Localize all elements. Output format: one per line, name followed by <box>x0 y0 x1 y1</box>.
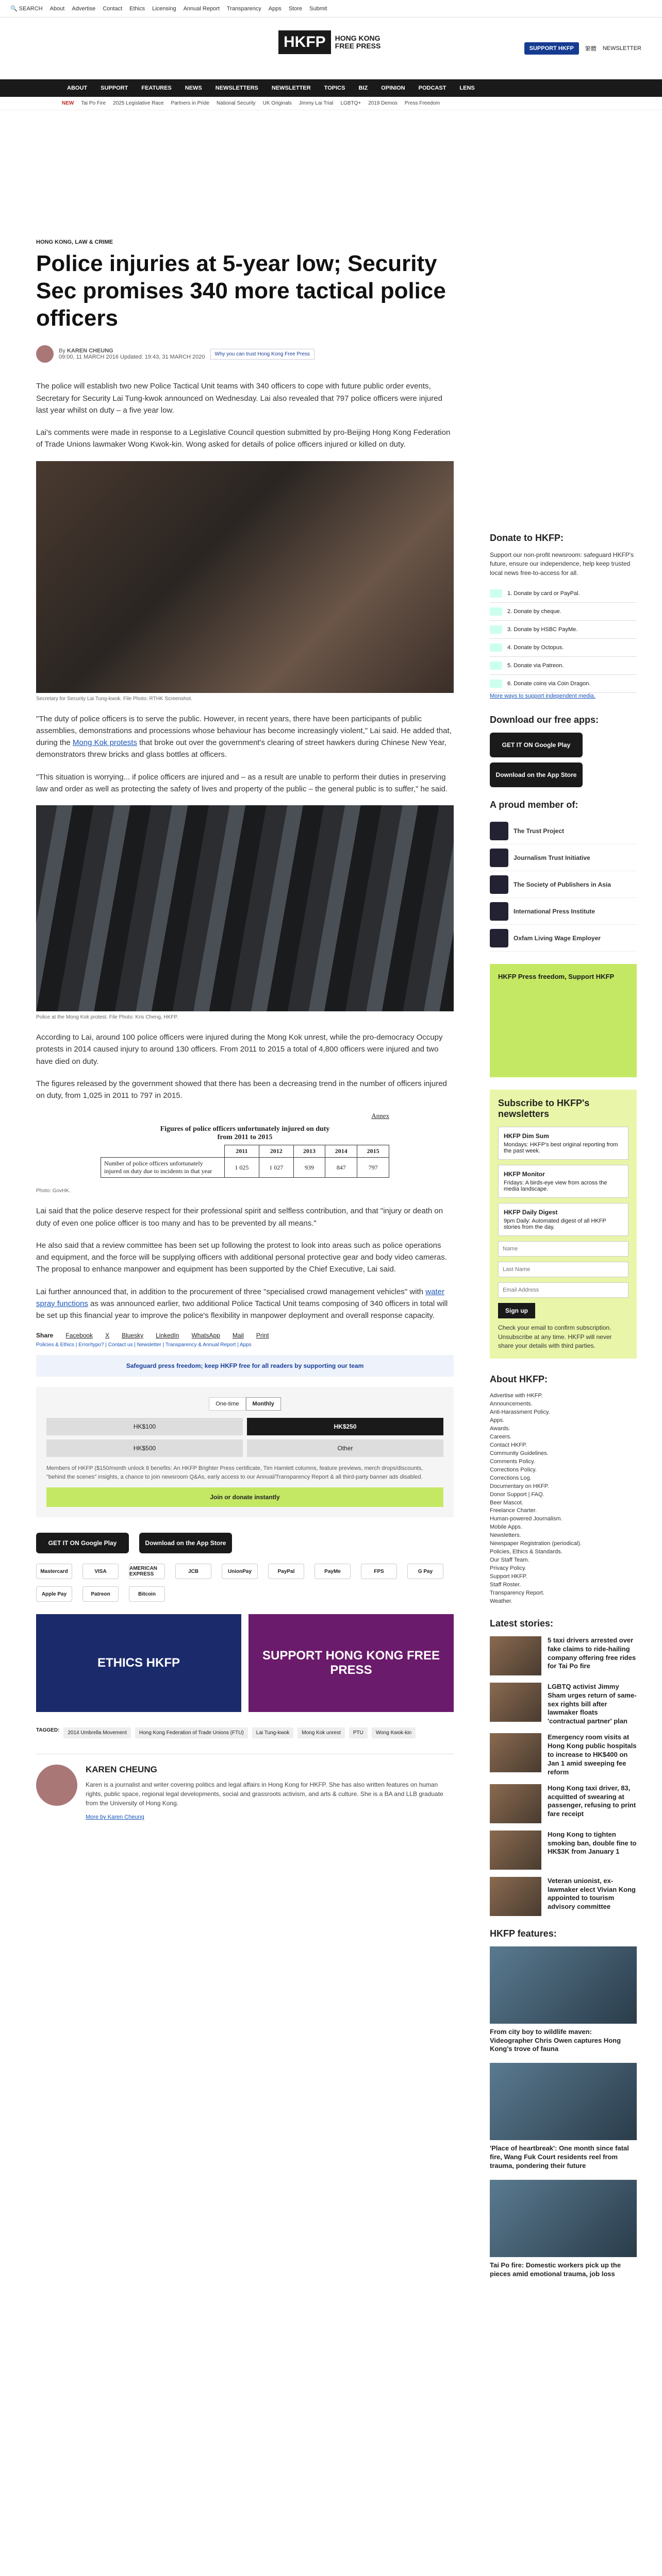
injury-table-image <box>101 1112 389 1178</box>
monthly-option[interactable]: Monthly <box>246 1397 281 1411</box>
author-bio <box>36 1754 454 1821</box>
about-link[interactable]: Newspaper Registration (periodical). <box>490 1540 582 1547</box>
apps-title: Download our free apps: <box>490 715 599 725</box>
about-link[interactable]: Comments Policy. <box>490 1458 535 1465</box>
more-by-link[interactable]: More by Karen Cheung <box>86 1814 144 1821</box>
payment-logo: UnionPay <box>222 1564 258 1579</box>
feature-title: 'Place of heartbreak': One month since fatal fire, Wang Fuk Court residents reel from trauma, pondering their future <box>490 2144 629 2170</box>
member-icon <box>490 849 508 867</box>
story-thumbnail <box>490 1784 541 1823</box>
support-banner[interactable]: SUPPORT HONG KONG FREE PRESS <box>249 1614 454 1712</box>
payment-logo: PayPal <box>268 1564 304 1579</box>
about-link[interactable]: Apps. <box>490 1417 505 1424</box>
latest-title: Latest stories: <box>490 1618 554 1629</box>
byline: By KAREN CHEUNG 09:00, 11 MARCH 2016 Updated: 19:43, 31 MARCH 2020 Why you can trust Hong Kong Free Press <box>36 345 454 363</box>
about-link[interactable]: Weather. <box>490 1598 512 1604</box>
trust-link[interactable]: Why you can trust Hong Kong Free Press <box>210 349 315 360</box>
share-link[interactable]: Print <box>256 1332 269 1340</box>
payment-icon <box>490 589 502 598</box>
latest-block <box>490 1618 637 1916</box>
apps-block <box>490 715 637 787</box>
nav-item[interactable]: NEWSLETTERS <box>215 85 258 91</box>
author-text: Karen is a journalist and writer covering politics and legal affairs in Hong Kong for HKFP. She has also written features on human rights, public space, regional legal developments, social and grassroots activism, and arts & culture. She is a BA and LLB graduate from the University of Hong Kong. <box>86 1781 443 1807</box>
donate-option[interactable] <box>490 639 637 657</box>
top-link[interactable]: Ethics <box>129 5 145 12</box>
story-thumbnail <box>490 1636 541 1675</box>
donate-option-label: 3. Donate by HSBC PayMe. <box>507 626 578 633</box>
story-thumbnail <box>490 1877 541 1916</box>
avatar[interactable] <box>36 345 54 363</box>
newsletter-option-title: HKFP Dim Sum <box>504 1132 549 1140</box>
share-link[interactable]: Mail <box>232 1332 244 1340</box>
about-link[interactable]: Announcements. <box>490 1401 533 1408</box>
author-link[interactable]: KAREN CHEUNG <box>67 348 113 354</box>
table-year: 2011 <box>225 1145 259 1158</box>
member-block <box>490 800 637 952</box>
app-badges <box>36 1533 454 1553</box>
headline: Police injuries at 5-year low; Security Sec promises 340 more tactical police officers <box>36 251 446 331</box>
story-title: 5 taxi drivers arrested over fake claims to ride-hailing company offering free rides for Tai Po fire <box>548 1636 636 1670</box>
table-year: 2014 <box>325 1145 357 1158</box>
payment-logo: G Pay <box>407 1564 443 1579</box>
caption: Secretary for Security Lai Tung-kwok. File Photo: RTHK Screenshot. <box>36 696 192 702</box>
table-row-label: Number of police officers unfortunately injured on duty due to incidents in that year <box>101 1158 225 1178</box>
trending-bar <box>0 97 662 110</box>
top-link[interactable]: Annual Report <box>183 5 220 12</box>
table-year: 2012 <box>259 1145 293 1158</box>
amount-option[interactable]: HK$500 <box>46 1439 243 1457</box>
feature-story[interactable] <box>490 2180 637 2279</box>
about-link[interactable]: Freelance Charter. <box>490 1507 537 1514</box>
latest-story[interactable] <box>490 1784 637 1823</box>
top-link[interactable]: Licensing <box>152 5 176 12</box>
paragraph: "The duty of police officers is to serve the public. However, in recent years, there have been participants of public assemblies, demonstrations and processions whose behaviour has become increasingly violent," Lai said. He added that, during the Mong Kok protests that broke out over the government's clearing of street hawkers during Chinese New Year, demonstrators threw bricks and glass bottles at officers. <box>36 714 452 759</box>
payment-logo: FPS <box>361 1564 397 1579</box>
nav-item[interactable]: LENS <box>459 85 475 91</box>
about-title: About HKFP: <box>490 1374 548 1385</box>
story-title: LGBTQ activist Jimmy Sham urges return of same-sex rights bill after lawmaker floats 'contractual partner' plan <box>548 1682 637 1725</box>
about-link[interactable]: Support HKFP. <box>490 1573 527 1580</box>
tag[interactable]: Mong Kok unrest <box>297 1727 345 1738</box>
about-link[interactable]: Human-powered Journalism. <box>490 1516 562 1522</box>
top-link[interactable]: Submit <box>309 5 327 12</box>
app-store-badge[interactable]: Download on the App Store <box>139 1533 232 1553</box>
paragraph: Lai said that the police deserve respect for their professional spirit and selfless contribution, and that "injury or death on duty of even one police officer is too many and has to be prevented by all means." <box>36 1207 443 1228</box>
nav-item[interactable]: TOPICS <box>324 85 345 91</box>
amount-option[interactable]: HK$250 <box>247 1418 443 1435</box>
donate-option[interactable] <box>490 675 637 693</box>
paragraph: The police will establish two new Police Tactical Unit teams with 340 officers to cope with future public order events, Secretary for Security Lai Tung-kwok announced on Wednesday. Lai also revealed that 797 police officers were injured last year whilst on duty – a five year low. <box>36 382 442 415</box>
about-block <box>490 1374 637 1605</box>
trending-item[interactable]: 2025 Legislative Race <box>113 100 164 106</box>
top-links <box>50 6 335 12</box>
member-logo[interactable] <box>490 818 637 844</box>
tag[interactable]: Hong Kong Federation of Trade Unions (FTU) <box>135 1727 248 1738</box>
trending-item[interactable]: Tai Po Fire <box>81 100 106 106</box>
newsletter-option-desc: Mondays: HKFP's best original reporting from the past week. <box>504 1142 618 1155</box>
membership-desc: Members of HKFP ($150/month unlock 8 benefits: An HKFP Brighter Press certificate, Tim Hamlett columns, feature previews, merch drops/discounts, "behind the scenes" insights, a chance to join newsroom Q&As, early access to our Annual/Transparency Report & all third-party banner ads disabled. <box>46 1465 423 1480</box>
table-cell: 1 027 <box>259 1158 293 1178</box>
payment-logo: JCB <box>175 1564 211 1579</box>
payment-icon <box>490 680 502 688</box>
share-link[interactable]: X <box>105 1332 110 1340</box>
donate-option[interactable] <box>490 657 637 675</box>
tag[interactable]: Wong Kwok-kin <box>372 1727 416 1738</box>
table-year: 2015 <box>357 1145 389 1158</box>
donate-text: Support our non-profit newsroom: safeguard HKFP's future, ensure our independence, help keep trusted local news free-to-access for all. <box>490 551 634 577</box>
feature-thumbnail <box>490 2063 637 2140</box>
app-store-badge[interactable]: Download on the App Store <box>490 762 583 787</box>
about-link[interactable]: Our Staff Team. <box>490 1557 529 1564</box>
payment-icon <box>490 643 502 652</box>
last-name-field[interactable] <box>498 1262 628 1277</box>
about-link[interactable]: Beer Mascot. <box>490 1499 523 1506</box>
table-cell: 1 025 <box>225 1158 259 1178</box>
newsletter-option[interactable] <box>498 1203 628 1236</box>
donate-option-label: 5. Donate via Patreon. <box>507 663 564 669</box>
latest-story[interactable] <box>490 1636 637 1675</box>
frequency-toggle <box>46 1397 443 1411</box>
about-link[interactable]: Corrections Log. <box>490 1475 532 1481</box>
about-link[interactable]: Donor Support | FAQ. <box>490 1491 544 1498</box>
payment-logo: Patreon <box>82 1586 119 1602</box>
table-year: 2013 <box>293 1145 325 1158</box>
donate-option[interactable] <box>490 621 637 639</box>
about-link[interactable]: Newsletters. <box>490 1532 521 1539</box>
amount-option[interactable]: Other <box>247 1439 443 1457</box>
newsletter-link[interactable]: NEWSLETTER <box>602 45 641 52</box>
trending-item[interactable]: UK Originals <box>262 100 292 106</box>
caption: Photo: GovHK. <box>36 1188 71 1194</box>
story-title: Hong Kong taxi driver, 83, acquitted of swearing at passenger, refusing to print fare receipt <box>548 1784 636 1818</box>
features-block <box>490 1928 637 2279</box>
trending-item[interactable]: 2019 Demos <box>368 100 398 106</box>
search-link[interactable]: 🔍 SEARCH <box>10 6 43 12</box>
author-name[interactable]: KAREN CHEUNG <box>86 1765 157 1775</box>
tag[interactable]: Lai Tung-kwok <box>252 1727 293 1738</box>
feature-story[interactable] <box>490 2063 637 2171</box>
newsletter-option[interactable] <box>498 1165 628 1198</box>
share-bar <box>36 1332 454 1339</box>
tag[interactable]: 2014 Umbrella Movement <box>63 1727 131 1738</box>
safeguard-banner[interactable]: Safeguard press freedom; keep HKFP free for all readers by supporting our team <box>36 1355 454 1377</box>
trending-item[interactable]: LGBTQ+ <box>340 100 361 106</box>
member-title: A proud member of: <box>490 800 578 810</box>
water-spray-link[interactable]: water spray functions <box>36 1287 444 1308</box>
top-link[interactable]: Contact <box>103 5 123 12</box>
member-icon <box>490 929 508 947</box>
nav-item[interactable]: ABOUT <box>67 85 88 91</box>
amount-option[interactable]: HK$100 <box>46 1418 243 1435</box>
join-button[interactable]: Join or donate instantly <box>46 1487 443 1507</box>
about-link[interactable]: Staff Roster. <box>490 1581 521 1588</box>
top-link[interactable]: About <box>49 5 65 12</box>
main-nav <box>0 79 662 97</box>
top-link[interactable]: Transparency <box>226 5 261 12</box>
share-link[interactable]: Facebook <box>65 1332 93 1340</box>
tags: TAGGED: 2014 Umbrella Movement Hong Kong Federation of Trade Unions (FTU) Lai Tung-kwok Mong Kok unrest PTU Wong Kwok-kin <box>36 1727 454 1738</box>
newsletter-option-title: HKFP Daily Digest <box>504 1209 558 1216</box>
about-link[interactable]: Community Guidelines. <box>490 1450 549 1456</box>
feature-title: Tai Po fire: Domestic workers pick up the pieces amid emotional trauma, job loss <box>490 2261 621 2278</box>
about-link[interactable]: Corrections Policy. <box>490 1466 537 1473</box>
feature-thumbnail <box>490 1946 637 2024</box>
donate-option-label: 6. Donate coins via Coin Dragon. <box>507 681 591 687</box>
member-logo[interactable] <box>490 871 637 898</box>
trending-item[interactable]: Jimmy Lai Trial <box>299 100 334 106</box>
newsletter-title: Subscribe to HKFP's newsletters <box>498 1098 590 1120</box>
ethics-banner[interactable]: ETHICS HKFP <box>36 1614 241 1712</box>
top-utility-bar <box>0 0 662 18</box>
article <box>36 239 454 1821</box>
header-actions <box>524 42 641 55</box>
caption: Police at the Mong Kok protest. File Photo: Kris Cheng, HKFP. <box>36 1014 178 1021</box>
member-name: Oxfam Living Wage Employer <box>514 934 601 942</box>
member-icon <box>490 902 508 921</box>
newsletter-signup <box>490 1090 637 1359</box>
donate-option-label: 2. Donate by cheque. <box>507 608 561 615</box>
top-link[interactable]: Store <box>288 5 303 12</box>
about-link[interactable]: Awards. <box>490 1426 510 1432</box>
language-switch[interactable]: 繁體 <box>585 46 597 52</box>
newsletter-option-desc: 9pm Daily: Automated digest of all HKFP stories from the day. <box>504 1218 606 1231</box>
donation-widget <box>36 1387 454 1517</box>
support-promo[interactable]: HKFP Press freedom, Support HKFP <box>490 964 637 1077</box>
member-logo[interactable] <box>490 898 637 925</box>
newsletter-note: Check your email to confirm subscription. Unsubscribe at any time. HKFP will never share your details with third parties. <box>498 1324 612 1349</box>
newsletter-option-desc: Fridays: A birds-eye view from across the media landscape. <box>504 1180 607 1193</box>
latest-story[interactable] <box>490 1877 637 1916</box>
feature-title: From city boy to wildlife maven: Videographer Chris Owen captures Hong Kong's trove of fauna <box>490 2027 621 2053</box>
story-thumbnail <box>490 1683 541 1722</box>
google-play-badge[interactable]: GET IT ON Google Play <box>490 733 583 757</box>
member-name: Journalism Trust Initiative <box>514 854 590 861</box>
tag[interactable]: PTU <box>349 1727 368 1738</box>
newsletter-option-title: HKFP Monitor <box>504 1171 545 1178</box>
payment-logos <box>36 1564 454 1602</box>
donate-option[interactable] <box>490 585 637 603</box>
policies-links[interactable]: Policies & Ethics | Error/typo? | Contact us | Newsletter | Transparency & Annual Report | Apps <box>36 1342 252 1348</box>
latest-story[interactable] <box>490 1733 637 1776</box>
more-ways-link[interactable]: More ways to support independent media. <box>490 693 595 700</box>
share-link[interactable]: LinkedIn <box>156 1332 179 1340</box>
trending-item[interactable]: Press Freedom <box>404 100 440 106</box>
paragraph: "This situation is worrying... if police officers are injured and – as a result are unable to perform their duties in preserving law and order as well as protecting the safety of lives and property of the public – the general public is to suffer," he said. <box>36 772 448 793</box>
member-icon <box>490 875 508 894</box>
payment-logo: Bitcoin <box>129 1586 165 1602</box>
member-name: International Press Institute <box>514 907 595 915</box>
story-thumbnail <box>490 1831 541 1870</box>
payment-logo: Mastercard <box>36 1564 72 1579</box>
nav-item[interactable]: PODCAST <box>418 85 446 91</box>
donate-title: Donate to HKFP: <box>490 533 564 543</box>
table-cell: 847 <box>325 1158 357 1178</box>
table-cell: 797 <box>357 1158 389 1178</box>
paragraph: According to Lai, around 100 police officers were injured during the Mong Kok unrest, while the pro-democracy Occupy protests in 2014 caused injury to around 130 officers. From 2011 to 2015 a total of 4,800 officers were injured and two have died on duty. <box>36 1033 443 1066</box>
nav-item[interactable]: FEATURES <box>141 85 172 91</box>
sidebar <box>490 533 637 2291</box>
support-hkfp-button[interactable]: SUPPORT HKFP <box>524 42 579 55</box>
about-link[interactable]: Mobile Apps. <box>490 1524 522 1531</box>
about-link[interactable]: Policies, Ethics & Standards. <box>490 1549 562 1555</box>
mong-kok-link[interactable]: Mong Kok protests <box>72 738 137 748</box>
about-link[interactable]: Advertise with HKFP. <box>490 1393 543 1399</box>
member-icon <box>490 822 508 840</box>
donate-block <box>490 533 637 699</box>
share-link[interactable]: WhatsApp <box>191 1332 220 1340</box>
table-cell: 939 <box>293 1158 325 1178</box>
hkfp-logo[interactable]: HKFP HONG KONG FREE PRESS <box>278 30 380 54</box>
nav-item[interactable]: OPINION <box>381 85 405 91</box>
trending-item[interactable]: Partners in Pride <box>171 100 210 106</box>
donate-option-label: 1. Donate by card or PayPal. <box>507 590 580 597</box>
payment-icon <box>490 607 502 616</box>
top-link[interactable]: Advertise <box>72 5 96 12</box>
latest-story[interactable] <box>490 1831 637 1870</box>
top-link[interactable]: Apps <box>268 5 282 12</box>
table-title: Figures of police officers unfortunately injured on duty from 2011 to 2015 <box>160 1125 330 1142</box>
payment-icon <box>490 662 502 670</box>
name-field[interactable] <box>498 1241 628 1257</box>
story-title: Veteran unionist, ex-lawmaker elect Vivian Kong appointed to tourism advisory committee <box>548 1876 636 1911</box>
payment-logo: PayMe <box>315 1564 351 1579</box>
amount-grid <box>46 1418 443 1457</box>
nav-item[interactable]: NEWS <box>185 85 202 91</box>
photo-mong-kok-police <box>36 805 454 1011</box>
about-link[interactable]: Documentary on HKFP. <box>490 1483 549 1489</box>
author-avatar[interactable] <box>36 1765 77 1806</box>
signup-button[interactable]: Sign up <box>498 1303 535 1318</box>
story-title: Hong Kong to tighten smoking ban, double fine to HK$3K from January 1 <box>548 1830 637 1856</box>
payment-logo: AMERICAN EXPRESS <box>129 1564 165 1579</box>
member-name: The Trust Project <box>514 827 565 835</box>
paragraph: Lai further announced that, in addition to the procurement of three "specialised crowd management vehicles" with water spray functions as was announced earlier, two additional Police Tactical Unit teams composing of 340 officers in total will be set up this financial year to improve the police's flexibility in manpower deployment and overall response capacity. <box>36 1287 448 1320</box>
nav-item[interactable]: SUPPORT <box>101 85 128 91</box>
feature-story[interactable] <box>490 1946 637 2054</box>
story-title: Emergency room visits at Hong Kong public hospitals to increase to HK$400 on Jan 1 amid sweeping fee reform <box>548 1733 637 1776</box>
donate-option-label: 4. Donate by Octopus. <box>507 645 564 651</box>
member-name: The Society of Publishers in Asia <box>514 880 611 888</box>
about-link[interactable]: Contact HKFP. <box>490 1442 527 1448</box>
one-time-option[interactable]: One-time <box>209 1397 245 1411</box>
payment-icon <box>490 625 502 634</box>
donate-option[interactable] <box>490 603 637 621</box>
annex-label: Annex <box>371 1112 389 1120</box>
category[interactable]: HONG KONG, LAW & CRIME <box>36 239 113 245</box>
about-link[interactable]: Privacy Policy. <box>490 1565 526 1572</box>
about-link[interactable]: Transparency Report. <box>490 1589 544 1596</box>
features-title: HKFP features: <box>490 1928 557 1939</box>
latest-story[interactable] <box>490 1683 637 1726</box>
injury-table <box>101 1145 389 1178</box>
new-label: NEW <box>62 100 74 106</box>
paragraph: Lai's comments were made in response to a Legislative Council question submitted by pro-Beijing Hong Kong Federation of Trade Unions lawmaker Wong Kwok-kin. Wong asked for details of police officers injured or killed on duty. <box>36 428 451 449</box>
photo-lai-tung-kwok <box>36 461 454 693</box>
nav-item[interactable]: BIZ <box>358 85 368 91</box>
logo-row <box>0 18 662 79</box>
payment-logo: Apple Pay <box>36 1586 72 1602</box>
about-link[interactable]: Anti-Harassment Policy. <box>490 1409 550 1416</box>
newsletter-option[interactable] <box>498 1127 628 1160</box>
story-thumbnail <box>490 1733 541 1772</box>
nav-item[interactable]: NEWSLETTER <box>271 85 311 91</box>
member-logo[interactable] <box>490 925 637 952</box>
promo-banners <box>36 1614 454 1712</box>
member-logo[interactable] <box>490 844 637 871</box>
payment-logo: VISA <box>82 1564 119 1579</box>
article-dates: 09:00, 11 MARCH 2016 Updated: 19:43, 31 MARCH 2020 <box>59 354 205 361</box>
email-field[interactable] <box>498 1282 628 1298</box>
paragraph: The figures released by the government showed that there has been a decreasing trend in the number of officers injured on duty, from 1,025 in 2011 to 797 in 2015. <box>36 1079 447 1100</box>
share-link[interactable]: Bluesky <box>122 1332 144 1340</box>
paragraph: He also said that a review committee has been set up following the protest to look into areas such as police operations and equipment, and the force will be supplying officers with additional personal protective gear and body video cameras. The proposal to enhance manpower and equipment has been supported by the Chief Executive, Lai said. <box>36 1241 447 1274</box>
trending-item[interactable]: National Security <box>217 100 256 106</box>
share-link: Share <box>36 1332 54 1340</box>
about-link[interactable]: Careers. <box>490 1434 512 1440</box>
feature-thumbnail <box>490 2180 637 2257</box>
google-play-badge[interactable]: GET IT ON Google Play <box>36 1533 129 1553</box>
